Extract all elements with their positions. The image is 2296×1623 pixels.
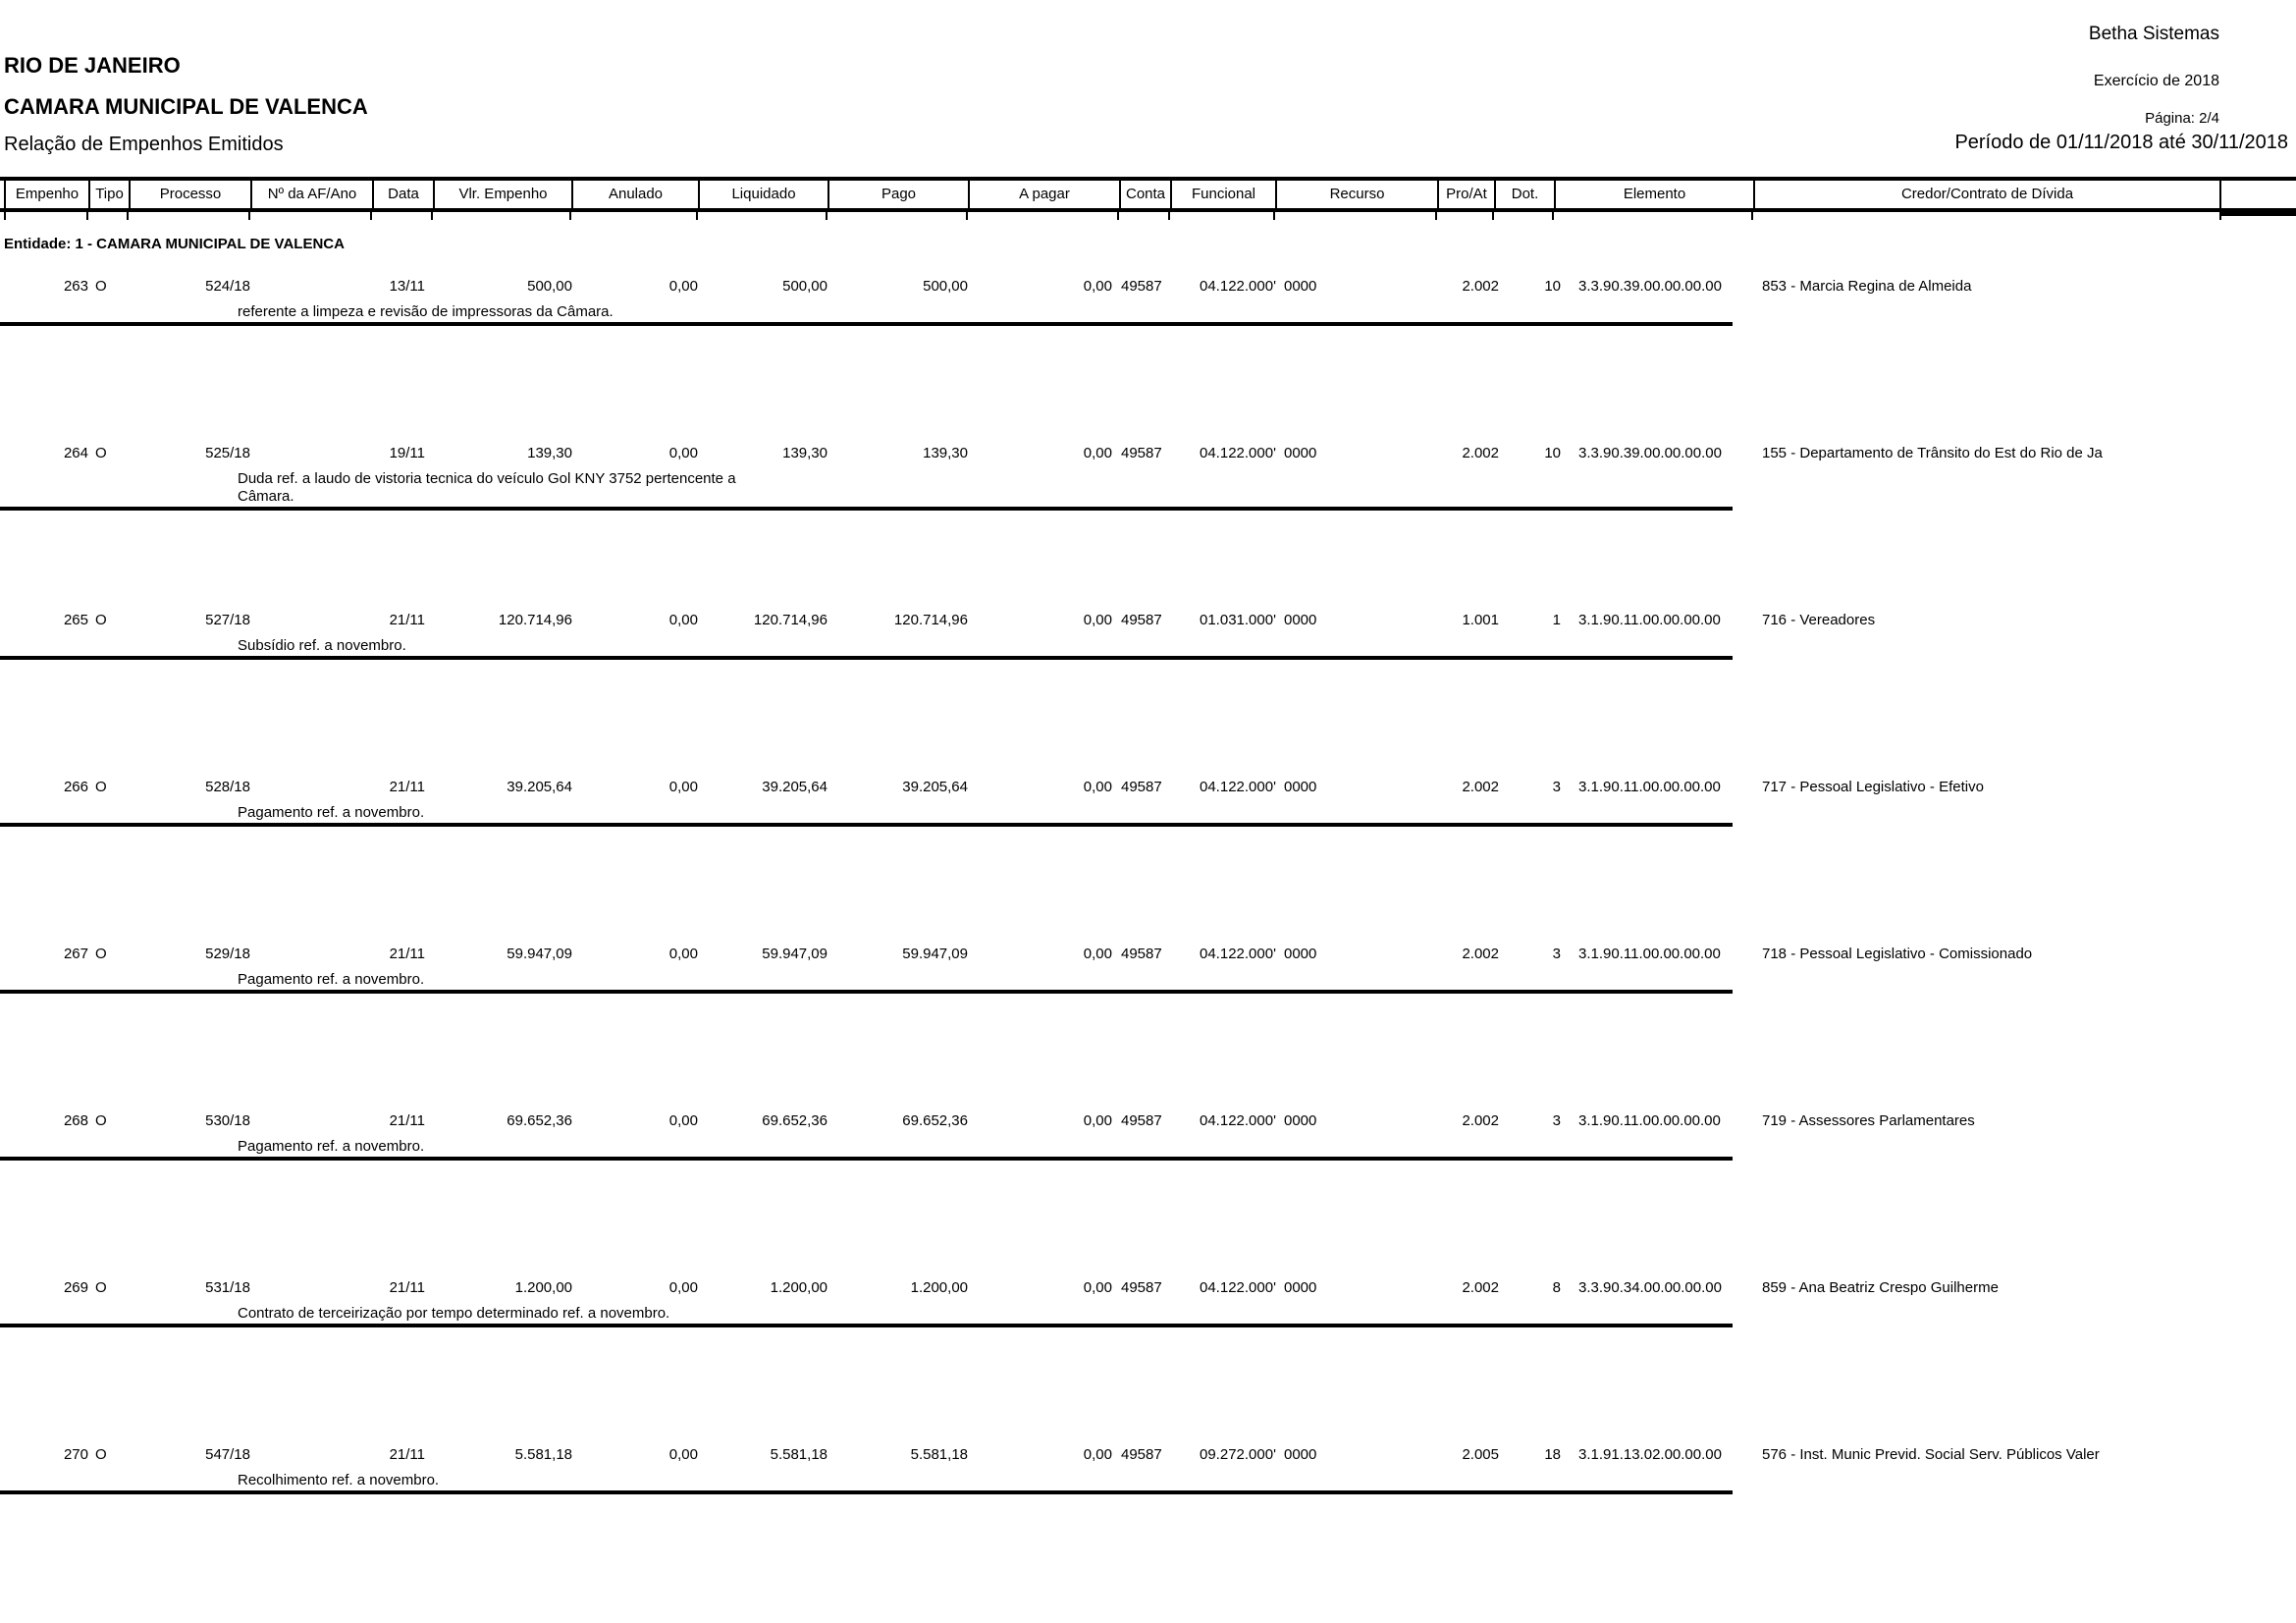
column-header-11: Conta (1119, 181, 1170, 208)
cell-pro_at: 2.002 (1462, 445, 1499, 461)
row-separator (0, 1490, 1733, 1494)
cell-elemento: 3.3.90.39.00.00.00.00 (1578, 445, 1722, 461)
cell-dot: 3 (1552, 946, 1561, 962)
cell-conta: 49587 (1121, 1279, 1162, 1296)
cell-pro_at: 2.002 (1462, 278, 1499, 295)
cell-elemento: 3.3.90.34.00.00.00.00 (1578, 1279, 1722, 1296)
cell-processo: 529/18 (205, 946, 250, 962)
column-tick (248, 212, 250, 220)
table-row (0, 1112, 2296, 1279)
cell-processo: 547/18 (205, 1446, 250, 1463)
cell-anulado: 0,00 (668, 779, 698, 795)
cell-a_pagar: 0,00 (1083, 445, 1112, 461)
cell-pro_at: 2.002 (1462, 1279, 1499, 1296)
row-description: Contrato de terceirização por tempo determinado ref. a novembro. (238, 1305, 670, 1322)
cell-conta: 49587 (1121, 278, 1162, 295)
column-tick (370, 212, 372, 220)
cell-tipo: O (95, 1112, 107, 1129)
cell-dot: 8 (1552, 1279, 1561, 1296)
table-row (0, 946, 2296, 1112)
column-tick (4, 212, 6, 220)
cell-empenho: 265 (63, 612, 88, 628)
cell-recurso: 0000 (1284, 612, 1317, 628)
cell-conta: 49587 (1121, 1112, 1162, 1129)
cell-vlr_empenho: 500,00 (527, 278, 572, 295)
cell-tipo: O (95, 1446, 107, 1463)
table-row (0, 612, 2296, 779)
column-tick (966, 212, 968, 220)
cell-funcional: 04.122.000' (1200, 445, 1276, 461)
row-description-wrap (0, 804, 1733, 827)
cell-a_pagar: 0,00 (1083, 1279, 1112, 1296)
cell-pago: 5.581,18 (910, 1446, 968, 1463)
row-description-wrap (0, 637, 1733, 660)
cell-empenho: 270 (63, 1446, 88, 1463)
cell-pago: 69.652,36 (902, 1112, 968, 1129)
state-title: RIO DE JANEIRO (4, 53, 181, 78)
row-description-wrap (0, 303, 1733, 326)
column-header-17: Credor/Contrato de Dívida (1753, 181, 2221, 208)
cell-pago: 500,00 (923, 278, 968, 295)
cell-data: 21/11 (389, 1446, 425, 1463)
cell-a_pagar: 0,00 (1083, 946, 1112, 962)
cell-recurso: 0000 (1284, 278, 1317, 295)
cell-dot: 3 (1552, 1112, 1561, 1129)
table-header-row (4, 181, 2221, 208)
row-description-wrap (0, 971, 1733, 994)
cell-recurso: 0000 (1284, 1279, 1317, 1296)
cell-elemento: 3.1.90.11.00.00.00.00 (1578, 779, 1721, 795)
column-tick (1552, 212, 1554, 220)
cell-credor: 717 - Pessoal Legislativo - Efetivo (1762, 779, 1984, 795)
cell-elemento: 3.1.91.13.02.00.00.00 (1578, 1446, 1722, 1463)
table-row (0, 1279, 2296, 1446)
cell-credor: 859 - Ana Beatriz Crespo Guilherme (1762, 1279, 1999, 1296)
cell-elemento: 3.3.90.39.00.00.00.00 (1578, 278, 1722, 295)
cell-elemento: 3.1.90.11.00.00.00.00 (1578, 1112, 1721, 1129)
cell-a_pagar: 0,00 (1083, 779, 1112, 795)
row-separator (0, 1157, 1733, 1161)
cell-dot: 3 (1552, 779, 1561, 795)
cell-funcional: 04.122.000' (1200, 1112, 1276, 1129)
cell-credor: 853 - Marcia Regina de Almeida (1762, 278, 1972, 295)
column-header-8: Liquidado (698, 181, 828, 208)
row-separator (0, 1324, 1733, 1327)
column-tick (826, 212, 828, 220)
cell-data: 21/11 (389, 779, 425, 795)
cell-recurso: 0000 (1284, 946, 1317, 962)
cell-funcional: 04.122.000' (1200, 946, 1276, 962)
row-description: Recolhimento ref. a novembro. (238, 1472, 440, 1488)
column-header-16: Elemento (1554, 181, 1753, 208)
row-description-wrap (0, 1472, 1733, 1494)
table-header-ticks (0, 212, 2296, 220)
table-row (0, 779, 2296, 946)
column-header-3: Processo (129, 181, 250, 208)
cell-credor: 576 - Inst. Munic Previd. Social Serv. Públicos Valer (1762, 1446, 2100, 1463)
column-tick (86, 212, 88, 220)
row-description: referente a limpeza e revisão de impressoras da Câmara. (238, 303, 614, 320)
cell-processo: 530/18 (205, 1112, 250, 1129)
column-tick (1751, 212, 1753, 220)
cell-liquidado: 1.200,00 (770, 1279, 828, 1296)
cell-liquidado: 5.581,18 (770, 1446, 828, 1463)
column-tick (431, 212, 433, 220)
cell-funcional: 09.272.000' (1200, 1446, 1276, 1463)
row-separator (0, 990, 1733, 994)
row-description-wrap (0, 1138, 1733, 1161)
cell-credor: 716 - Vereadores (1762, 612, 1876, 628)
table-header-right-segment (2221, 212, 2296, 216)
cell-pro_at: 1.001 (1462, 612, 1499, 628)
cell-dot: 1 (1552, 612, 1561, 628)
row-description: Subsídio ref. a novembro. (238, 637, 406, 654)
cell-credor: 718 - Pessoal Legislativo - Comissionado (1762, 946, 2033, 962)
table-row (0, 445, 2296, 612)
cell-vlr_empenho: 5.581,18 (514, 1446, 572, 1463)
column-tick (127, 212, 129, 220)
cell-pago: 59.947,09 (902, 946, 968, 962)
cell-elemento: 3.1.90.11.00.00.00.00 (1578, 946, 1721, 962)
cell-a_pagar: 0,00 (1083, 1112, 1112, 1129)
cell-pro_at: 2.002 (1462, 779, 1499, 795)
cell-dot: 18 (1544, 1446, 1561, 1463)
cell-anulado: 0,00 (668, 445, 698, 461)
cell-conta: 49587 (1121, 445, 1162, 461)
rows-container (0, 278, 2296, 1613)
column-header-10: A pagar (968, 181, 1119, 208)
cell-data: 21/11 (389, 946, 425, 962)
cell-tipo: O (95, 1279, 107, 1296)
cell-recurso: 0000 (1284, 445, 1317, 461)
cell-funcional: 01.031.000' (1200, 612, 1276, 628)
cell-pro_at: 2.002 (1462, 946, 1499, 962)
cell-anulado: 0,00 (668, 1279, 698, 1296)
cell-a_pagar: 0,00 (1083, 278, 1112, 295)
cell-empenho: 269 (63, 1279, 88, 1296)
cell-liquidado: 120.714,96 (753, 612, 828, 628)
column-tick (1435, 212, 1437, 220)
cell-empenho: 264 (63, 445, 88, 461)
cell-data: 19/11 (389, 445, 425, 461)
column-tick (1168, 212, 1170, 220)
cell-funcional: 04.122.000' (1200, 1279, 1276, 1296)
column-header-6: Vlr. Empenho (433, 181, 571, 208)
table-row (0, 1446, 2296, 1613)
page-number: Página: 2/4 (2145, 110, 2219, 127)
column-tick (1117, 212, 1119, 220)
cell-liquidado: 59.947,09 (762, 946, 828, 962)
row-separator (0, 823, 1733, 827)
cell-funcional: 04.122.000' (1200, 278, 1276, 295)
column-header-2: Tipo (88, 181, 129, 208)
cell-recurso: 0000 (1284, 1446, 1317, 1463)
row-separator (0, 507, 1733, 511)
cell-vlr_empenho: 59.947,09 (507, 946, 572, 962)
column-header-13: Recurso (1275, 181, 1437, 208)
cell-tipo: O (95, 946, 107, 962)
column-tick (1492, 212, 1494, 220)
column-header-7: Anulado (571, 181, 698, 208)
cell-conta: 49587 (1121, 946, 1162, 962)
cell-processo: 531/18 (205, 1279, 250, 1296)
cell-pro_at: 2.002 (1462, 1112, 1499, 1129)
column-header-9: Pago (828, 181, 968, 208)
column-header-1: Empenho (4, 181, 88, 208)
vendor-name: Betha Sistemas (2088, 24, 2219, 44)
cell-tipo: O (95, 278, 107, 295)
report-title: Relação de Empenhos Emitidos (4, 134, 284, 155)
cell-processo: 525/18 (205, 445, 250, 461)
cell-data: 21/11 (389, 1279, 425, 1296)
cell-vlr_empenho: 39.205,64 (507, 779, 572, 795)
cell-conta: 49587 (1121, 612, 1162, 628)
row-description-wrap (0, 470, 1733, 511)
cell-liquidado: 500,00 (782, 278, 828, 295)
cell-vlr_empenho: 1.200,00 (514, 1279, 572, 1296)
cell-anulado: 0,00 (668, 278, 698, 295)
cell-empenho: 263 (63, 278, 88, 295)
cell-liquidado: 39.205,64 (762, 779, 828, 795)
column-header-4: Nº da AF/Ano (250, 181, 372, 208)
cell-anulado: 0,00 (668, 1112, 698, 1129)
cell-vlr_empenho: 69.652,36 (507, 1112, 572, 1129)
cell-processo: 528/18 (205, 779, 250, 795)
column-tick (1273, 212, 1275, 220)
row-description: Pagamento ref. a novembro. (238, 971, 425, 988)
cell-a_pagar: 0,00 (1083, 612, 1112, 628)
row-description: Pagamento ref. a novembro. (238, 1138, 425, 1155)
cell-data: 21/11 (389, 1112, 425, 1129)
cell-credor: 155 - Departamento de Trânsito do Est do Rio de Ja (1762, 445, 2103, 461)
cell-anulado: 0,00 (668, 946, 698, 962)
cell-vlr_empenho: 139,30 (527, 445, 572, 461)
cell-a_pagar: 0,00 (1083, 1446, 1112, 1463)
cell-credor: 719 - Assessores Parlamentares (1762, 1112, 1975, 1129)
cell-conta: 49587 (1121, 779, 1162, 795)
cell-pro_at: 2.005 (1462, 1446, 1499, 1463)
cell-data: 13/11 (389, 278, 425, 295)
column-header-14: Pro/At (1437, 181, 1494, 208)
cell-dot: 10 (1544, 278, 1561, 295)
cell-tipo: O (95, 612, 107, 628)
cell-recurso: 0000 (1284, 1112, 1317, 1129)
column-tick (696, 212, 698, 220)
cell-empenho: 267 (63, 946, 88, 962)
row-separator (0, 322, 1733, 326)
table-row (0, 278, 2296, 445)
entity-section-label: Entidade: 1 - CAMARA MUNICIPAL DE VALENCA (4, 236, 345, 252)
report-period: Período de 01/11/2018 até 30/11/2018 (1954, 132, 2288, 153)
cell-pago: 139,30 (923, 445, 968, 461)
column-header-15: Dot. (1494, 181, 1554, 208)
column-header-5: Data (372, 181, 433, 208)
cell-processo: 524/18 (205, 278, 250, 295)
cell-funcional: 04.122.000' (1200, 779, 1276, 795)
cell-pago: 120.714,96 (893, 612, 968, 628)
cell-vlr_empenho: 120.714,96 (498, 612, 572, 628)
cell-conta: 49587 (1121, 1446, 1162, 1463)
cell-empenho: 268 (63, 1112, 88, 1129)
entity-title: CAMARA MUNICIPAL DE VALENCA (4, 94, 368, 119)
cell-pago: 1.200,00 (910, 1279, 968, 1296)
cell-tipo: O (95, 445, 107, 461)
column-header-12: Funcional (1170, 181, 1275, 208)
cell-liquidado: 139,30 (782, 445, 828, 461)
row-separator (0, 656, 1733, 660)
column-tick (569, 212, 571, 220)
cell-empenho: 266 (63, 779, 88, 795)
cell-processo: 527/18 (205, 612, 250, 628)
cell-liquidado: 69.652,36 (762, 1112, 828, 1129)
cell-pago: 39.205,64 (902, 779, 968, 795)
cell-data: 21/11 (389, 612, 425, 628)
row-description-wrap (0, 1305, 1733, 1327)
cell-anulado: 0,00 (668, 612, 698, 628)
cell-elemento: 3.1.90.11.00.00.00.00 (1578, 612, 1721, 628)
cell-recurso: 0000 (1284, 779, 1317, 795)
cell-tipo: O (95, 779, 107, 795)
row-description: Duda ref. a laudo de vistoria tecnica do veículo Gol KNY 3752 pertencente a Câmara. (238, 470, 736, 505)
cell-anulado: 0,00 (668, 1446, 698, 1463)
exercise-label: Exercício de 2018 (2093, 73, 2219, 89)
row-description: Pagamento ref. a novembro. (238, 804, 425, 821)
cell-dot: 10 (1544, 445, 1561, 461)
